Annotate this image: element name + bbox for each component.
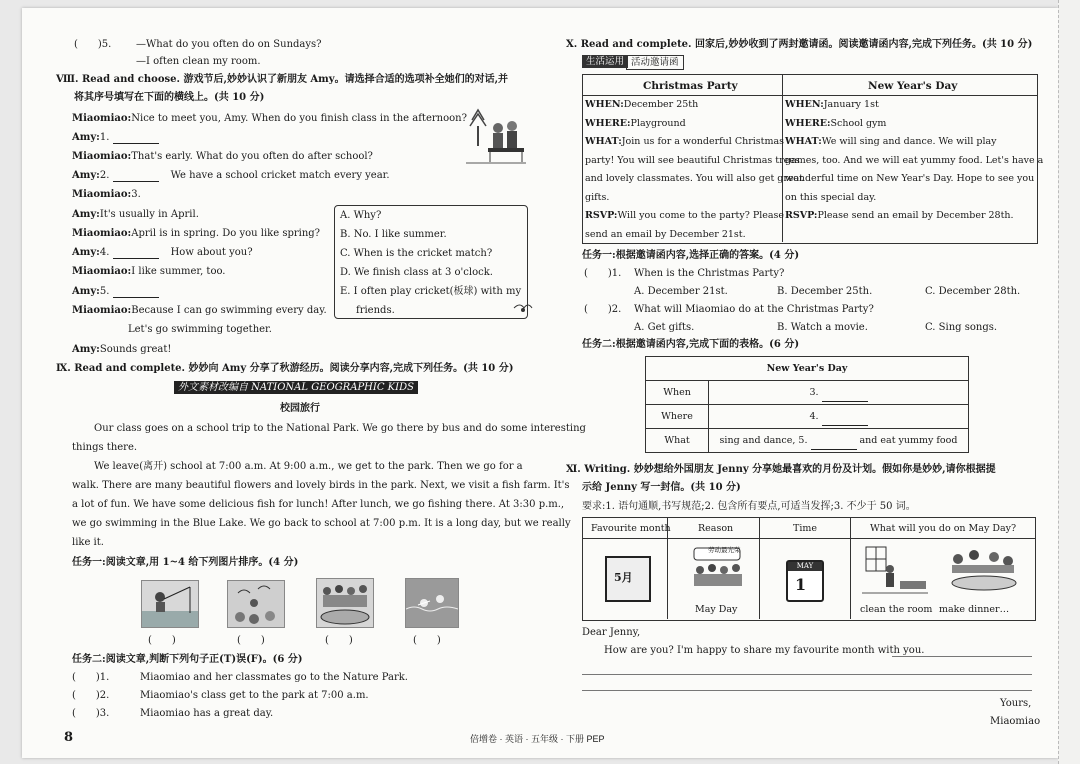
ix-para-line-5: a lot of fun. We have some delicious fish for lunch! After lunch, we go fishing there. At 3:30 p.m., (72, 499, 565, 510)
viii-options-box (334, 205, 528, 319)
binding-margin (1058, 0, 1080, 764)
viii-heading: Ⅷ. Read and choose. 游戏节后,妙妙认识了新朋友 Amy。请选择合适的选项补全她们的对话,并 (56, 74, 509, 85)
reason-caption: May Day (695, 604, 738, 615)
month-label: 5月 (614, 571, 633, 584)
x-task2: 任务二:根据邀请函内容,完成下面的表格。(6 分) (582, 339, 800, 350)
mc-2-paren[interactable]: ( )2. (584, 304, 622, 315)
dialog-speaker: Amy: (72, 286, 100, 297)
mc-1-paren[interactable]: ( )1. (584, 268, 622, 279)
ix-para-line-1: Our class goes on a school trip to the National Park. We go there by bus and do some interesting (94, 423, 586, 434)
dialog-speaker: Amy: (72, 132, 100, 143)
letter-closing: Yours, (1000, 698, 1032, 709)
row-when-number: 3. (809, 387, 822, 398)
card-field-key: WHERE: (785, 117, 831, 129)
dialog-text: 3. (131, 189, 141, 200)
tf-2-paren[interactable]: ( )2. (72, 690, 110, 701)
card-field-key: WHAT: (785, 136, 822, 147)
card-line (585, 228, 746, 241)
card-line (585, 172, 803, 185)
dialog-speaker: Miaomiao: (72, 305, 132, 316)
dialog-speaker: Miaomiao: (72, 151, 132, 162)
writing-line-0[interactable] (892, 656, 1032, 657)
card-line (785, 172, 1034, 185)
xi-requirements: 要求:1. 语句通顺,书写规范;2. 包含所有要点,可适当发挥;3. 不少于 50 词。 (582, 501, 916, 512)
ix-task2: 任务二:阅读文章,判断下列句子正(T)误(F)。(6 分) (72, 654, 303, 665)
order-paren-3[interactable]: ( ) (325, 635, 353, 646)
dialog-text: 1. (99, 132, 113, 143)
card-line (585, 135, 784, 148)
dialog-answer-blank[interactable] (113, 171, 159, 182)
card-field-value: party! You will see beautiful Christmas trees (585, 154, 800, 166)
dialog-text: 5. (99, 286, 113, 297)
card-field-key: WHAT: (585, 136, 622, 147)
col-reason: Reason (698, 523, 734, 534)
q5-question: —What do you often do on Sundays? (136, 39, 322, 50)
letter-greeting: Dear Jenny, (582, 627, 641, 638)
xi-heading: Ⅺ. Writing. 妙妙想给外国朋友 Jenny 分享她最喜欢的月份及计划。假如你是妙妙,请你根据提 (566, 464, 996, 475)
clean-room-illustration (860, 543, 930, 599)
dialog-line (72, 131, 159, 144)
card-line (585, 117, 686, 130)
col-favourite-month: Favourite month (591, 523, 671, 534)
newyear-title: New Year's Day (868, 80, 958, 92)
dialog-text: That's early. What do you often do after school? (131, 151, 373, 162)
x-tag-life: 生活运用 (582, 55, 628, 68)
ix-title: 校园旅行 (280, 403, 320, 414)
card-field-value: Will you come to the party? Please (617, 210, 785, 221)
card-field-value: Please send an email by December 28th. (817, 210, 1014, 221)
christmas-title: Christmas Party (643, 80, 738, 92)
letter-opening: How are you? I'm happy to share my favourite month with you. (604, 645, 925, 656)
dialog-text: 4. (99, 247, 113, 258)
letter-signature: Miaomiao (990, 716, 1041, 727)
swimming-picture (405, 578, 459, 628)
card-field-value: December 25th (623, 99, 699, 110)
dialog-text-after: How about you? (170, 247, 253, 258)
card-field-value: Join us for a wonderful Christmas (621, 136, 785, 147)
row-what-post: and eat yummy food (856, 435, 958, 446)
card-line (785, 191, 876, 204)
prompt-header-rule (582, 538, 1035, 539)
ix-para-line-7: like it. (72, 537, 104, 548)
dialog-text: It's usually in April. (99, 209, 199, 220)
dialog-line (72, 343, 171, 356)
card-field-key: WHEN: (585, 99, 624, 110)
choice-option: A. Why? (340, 210, 382, 221)
col-time: Time (793, 523, 818, 534)
ix-para-line-6: we go swimming in the Blue Lake. We go back to school at 7:00 p.m. It is a long day, but we really (72, 518, 571, 529)
dialog-line (72, 112, 467, 125)
card-line (785, 135, 997, 148)
order-paren-4[interactable]: ( ) (413, 635, 441, 646)
bird-icon (512, 300, 534, 314)
friends-illustration (464, 106, 528, 166)
dialog-line (128, 323, 272, 336)
card-line (785, 117, 886, 130)
mc-2-option-a: A. Get gifts. (634, 322, 695, 333)
tf-1-text: Miaomiao and her classmates go to the Nature Park. (140, 672, 408, 683)
tf-3-text: Miaomiao has a great day. (140, 708, 274, 719)
card-line (585, 154, 800, 167)
choice-option: C. When is the cricket match? (340, 248, 493, 259)
mc-1-option-b: B. December 25th. (777, 286, 873, 297)
card-line (785, 98, 879, 111)
card-field-value: on this special day. (785, 191, 877, 203)
row-when-label: When (646, 381, 709, 405)
dialog-text: Nice to meet you, Amy. When do you finish class in the afternoon? (131, 113, 467, 124)
mc-1-option-c: C. December 28th. (925, 286, 1021, 297)
xi-heading-2: 示给 Jenny 写一封信。(共 10 分) (582, 482, 741, 493)
dialog-text: 2. (99, 170, 113, 181)
tf-3-paren[interactable]: ( )3. (72, 708, 110, 719)
todo-clean-room: clean the room (860, 604, 933, 615)
mc-2-option-c: C. Sing songs. (925, 322, 998, 333)
blank-3[interactable] (822, 391, 868, 402)
choice-option: friends. (356, 305, 395, 316)
ix-task1: 任务一:阅读文章,用 1~4 给下列图片排序。(4 分) (72, 557, 299, 568)
choice-option: E. I often play cricket(板球) with my (340, 286, 522, 297)
dialog-speaker: Miaomiao: (72, 189, 132, 200)
dialog-text-after: We have a school cricket match every year. (170, 170, 390, 181)
blank-4[interactable] (822, 415, 868, 426)
q5-answer: —I often clean my room. (136, 56, 261, 67)
dialog-speaker: Miaomiao: (72, 266, 132, 277)
dialog-answer-blank[interactable] (113, 287, 159, 298)
ix-para-line-3: We leave(离开) school at 7:00 a.m. At 9:00 a.m., we get to the park. Then we go for a (94, 461, 523, 472)
dialog-text: Because I can go swimming every day. (131, 305, 327, 316)
dialog-speaker: Amy: (72, 344, 100, 355)
ix-para-line-2: things there. (72, 442, 138, 453)
row-what-pre: sing and dance, 5. (719, 435, 811, 446)
dialog-line (72, 265, 226, 278)
card-line (785, 209, 1014, 222)
dialog-line (72, 304, 327, 317)
card-field-value: and lovely classmates. You will also get great (585, 173, 804, 184)
dialog-speaker: Amy: (72, 247, 100, 258)
card-field-value: wonderful time on New Year's Day. Hope to see you (785, 173, 1035, 184)
prompt-col-divider-2 (759, 517, 760, 619)
dialog-line (72, 169, 390, 182)
mc-1-option-a: A. December 21st. (634, 286, 728, 297)
bus-group-picture (316, 578, 374, 628)
dialog-answer-blank[interactable] (113, 248, 159, 259)
row-what-label: What (646, 429, 709, 453)
row-where-label: Where (646, 405, 709, 429)
blank-5[interactable] (811, 439, 857, 450)
order-paren-1[interactable]: ( ) (148, 635, 176, 646)
writing-line-1[interactable] (582, 674, 1032, 675)
card-line (785, 154, 1043, 167)
dialog-text: I like summer, too. (131, 266, 226, 277)
page-number: 8 (64, 730, 74, 745)
x-heading: Ⅹ. Read and complete. 回家后,妙妙收到了两封邀请函。阅读邀请函内容,完成下列任务。(共 10 分) (566, 39, 1033, 50)
choice-option: D. We finish class at 3 o'clock. (340, 267, 493, 278)
calendar-day: 1 (795, 575, 807, 594)
row-where-value (709, 405, 969, 429)
row-when-value (709, 381, 969, 405)
ix-para-line-4: walk. There are many beautiful flowers and lovely birds in the park. Next, we visit a fish farm. It's (72, 480, 570, 491)
card-field-value: gifts. (585, 191, 610, 203)
dialog-text: April is in spring. Do you like spring? (131, 228, 321, 239)
reason-banner: 劳动最光荣 (708, 546, 741, 554)
dialog-text: Let's go swimming together. (128, 324, 272, 335)
dialog-line (72, 208, 199, 221)
card-field-key: WHERE: (585, 117, 631, 129)
dialog-answer-blank[interactable] (113, 133, 159, 144)
x-tag-invitation: 活动邀请函 (626, 55, 684, 70)
tf-1-paren[interactable]: ( )1. (72, 672, 110, 683)
birds-flowers-picture (227, 580, 285, 628)
footer-text: 倍增卷 · 英语 · 五年级 · 下册 PEP (470, 734, 605, 744)
mc-1-question: When is the Christmas Party? (634, 268, 785, 279)
dialog-line (72, 227, 320, 240)
mc-2-question: What will Miaomiao do at the Christmas Party? (634, 304, 874, 315)
dialog-speaker: Miaomiao: (72, 113, 132, 124)
ix-heading: Ⅸ. Read and complete. 妙妙向 Amy 分享了秋游经历。阅读分享内容,完成下列任务。(共 10 分) (56, 363, 514, 374)
tf-2-text: Miaomiao's class get to the park at 7:00 a.m. (140, 690, 369, 701)
fishing-picture (141, 580, 199, 628)
dialog-line (72, 188, 141, 201)
card-field-key: RSVP: (785, 210, 818, 221)
dialog-line (72, 150, 373, 163)
dialog-speaker: Amy: (72, 209, 100, 220)
x-task1: 任务一:根据邀请函内容,选择正确的答案。(4 分) (582, 250, 800, 261)
card-field-value: January 1st (823, 99, 879, 110)
todo-make-dinner: make dinner… (939, 604, 1010, 615)
mc-2-option-b: B. Watch a movie. (777, 322, 868, 333)
writing-line-2[interactable] (582, 690, 1032, 691)
invitation-title-rule (582, 95, 1037, 96)
row-where-number: 4. (809, 411, 822, 422)
card-line (585, 191, 609, 204)
make-dinner-illustration (944, 543, 1022, 599)
prompt-col-divider-3 (850, 517, 851, 619)
card-field-key: RSVP: (585, 210, 618, 221)
card-field-key: WHEN: (785, 99, 824, 110)
dialog-line (72, 285, 159, 298)
newyear-table-title: New Year's Day (646, 357, 969, 381)
card-line (585, 209, 784, 222)
calendar-month: MAY (788, 562, 822, 571)
dialog-speaker: Miaomiao: (72, 228, 132, 239)
card-field-value: send an email by December 21st. (585, 228, 746, 240)
dialog-line (72, 246, 253, 259)
col-may-day-plan: What will you do on May Day? (870, 523, 1017, 534)
ix-source-banner: 外文素材改编自 NATIONAL GEOGRAPHIC KIDS (174, 381, 418, 394)
newyear-table (645, 356, 969, 453)
card-field-value: games, too. And we will eat yummy food. Let's have a (785, 154, 1044, 166)
card-line (585, 98, 698, 111)
order-paren-2[interactable]: ( ) (237, 635, 265, 646)
dialog-text: Sounds great! (99, 344, 172, 355)
card-field-value: We will sing and dance. We will play (821, 136, 997, 147)
row-what-value (709, 429, 969, 453)
card-field-value: School gym (830, 117, 887, 129)
card-field-value: Playground (630, 117, 686, 129)
viii-heading-2: 将其序号填写在下面的横线上。(共 10 分) (74, 92, 265, 103)
q5-paren: ( )5. (74, 39, 112, 50)
choice-option: B. No. I like summer. (340, 229, 447, 240)
dialog-speaker: Amy: (72, 170, 100, 181)
